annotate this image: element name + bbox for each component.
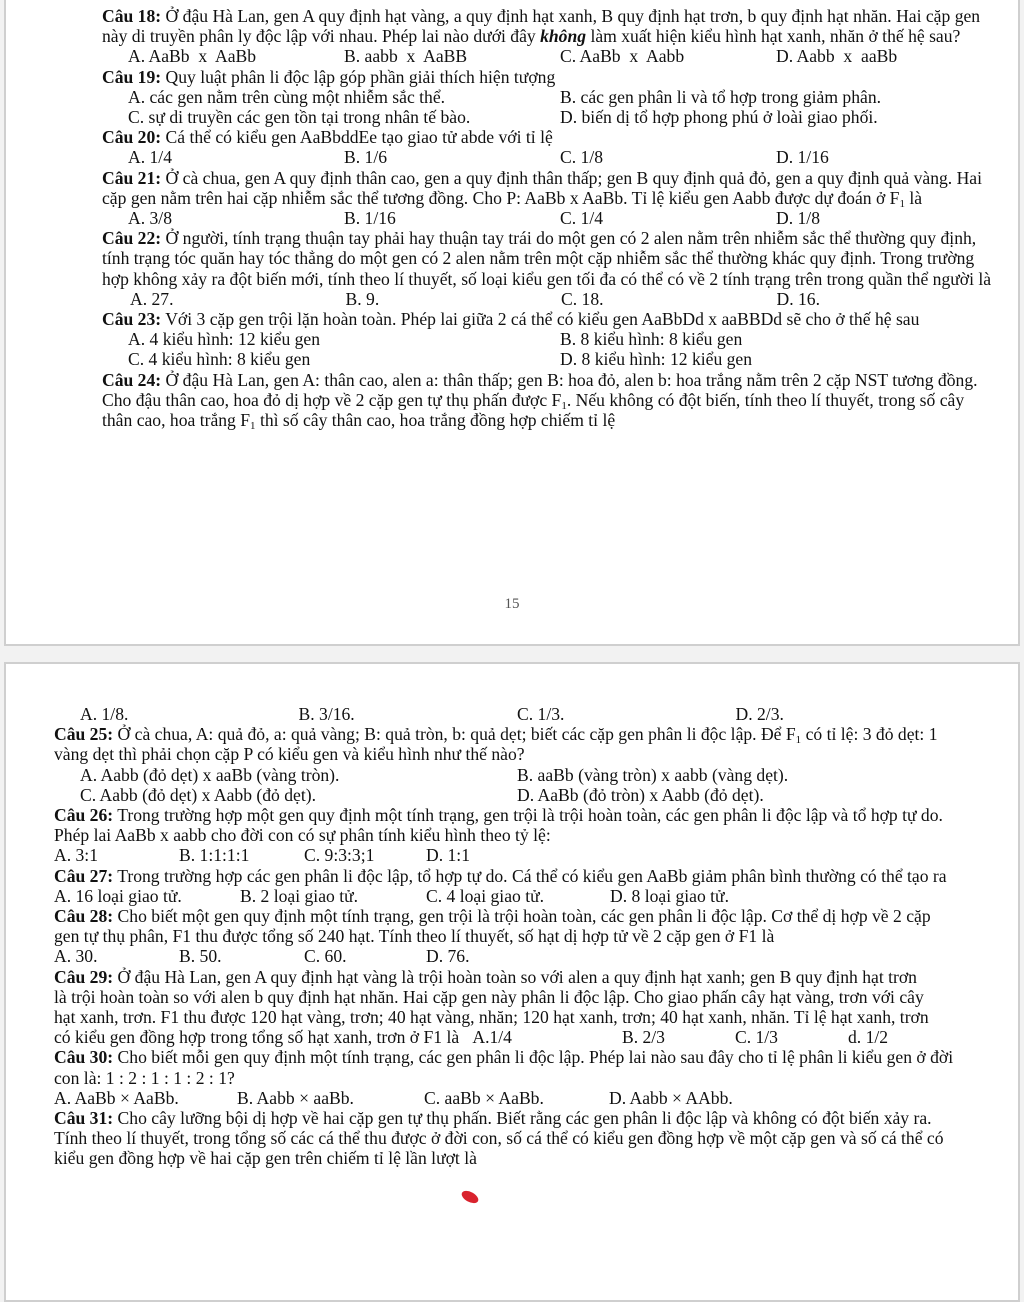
question-30: Câu 30: Cho biết mỗi gen quy định một tính trạng, các gen phân li độc lập. Phép lai nào sau đây cho tỉ lệ phân li kiểu gen ở đời con là: 1 : 2 : 1 : 1 : 2 : 1? bbox=[54, 1047, 954, 1088]
document-page-15 bbox=[4, 0, 1020, 646]
option-a: A. 3/8 bbox=[128, 208, 172, 229]
option-c: C. Aabb (đỏ dẹt) x Aabb (đỏ dẹt). bbox=[80, 784, 317, 805]
option-c: C. 60. bbox=[304, 946, 347, 967]
page-content bbox=[102, 6, 992, 433]
options-19-row1 bbox=[102, 87, 992, 107]
option-c: C. 4 loại giao tử. bbox=[426, 885, 545, 906]
options-22 bbox=[102, 289, 992, 309]
option-b: B. 1:1:1:1 bbox=[179, 845, 250, 866]
question-21: Câu 21: Ở cà chua, gen A quy định thân cao, gen a quy định thân thấp; gen B quy định quả đỏ, gen a quy định quả vàng. Hai cặp gen nằm trên hai cặp nhiễm sắc thể tương đồng. Cho P: AaBb x AaBb. Tỉ lệ kiểu gen Aabb được dự đoán ở $F_1$ là bbox=[102, 167, 983, 210]
option-c: C. 1/8 bbox=[560, 147, 604, 168]
option-d: D. 1/16 bbox=[776, 147, 829, 168]
question-28: Câu 28: Cho biết một gen quy định một tính trạng, gen trội là trội hoàn toàn, các gen phân li độc lập. Cơ thể dị hợp về 2 cặp gen tự thụ phân, F1 thu được tổng số 240 hạt. Tính theo lí thuyết, số hạt dị hợp tử về 2 cặp gen ở F1 là bbox=[54, 906, 931, 947]
options-26 bbox=[54, 845, 954, 865]
page-content bbox=[54, 704, 954, 1169]
option-c: C. 9:3:3;1 bbox=[304, 845, 375, 866]
option-a: A. 16 loại giao tử. bbox=[54, 885, 182, 906]
options-30 bbox=[54, 1088, 954, 1108]
option-c: C. 18. bbox=[561, 288, 604, 309]
option-b: B. 8 kiểu hình: 8 kiểu gen bbox=[560, 329, 743, 350]
option-c: C. 1/3. bbox=[517, 704, 565, 724]
option-b: B. 2/3 bbox=[621, 1027, 665, 1048]
options-25-row1 bbox=[54, 765, 954, 785]
option-d: D. Aabb × AAbb. bbox=[609, 1087, 733, 1108]
question-22: Câu 22: Ở người, tính trạng thuận tay phải hay thuận tay trái do một gen có 2 alen nằm trên nhiễm sắc thể thường quy định, tính trạng tóc quăn hay tóc thẳng do một gen có 2 alen nằm trên một cặp nhiễm sắc thể thường khác quy định. Trong trường hợp không xảy ra đột biến mới, tính theo lí thuyết, số loại kiểu gen tối đa có thể có về 2 tính trạng trên trong quần thể người là bbox=[102, 228, 992, 289]
option-d: D. 1:1 bbox=[426, 845, 470, 866]
option-a: A. Aabb (đỏ dẹt) x aaBb (vàng tròn). bbox=[80, 764, 340, 785]
option-d: D. 8 kiểu hình: 12 kiểu gen bbox=[560, 349, 753, 370]
option-a: A. các gen nằm trên cùng một nhiễm sắc thể. bbox=[128, 86, 446, 107]
option-d: D. AaBb (đỏ tròn) x Aabb (đỏ dẹt). bbox=[517, 784, 764, 805]
option-a: A. 3:1 bbox=[54, 845, 98, 866]
option-d: d. 1/2 bbox=[847, 1027, 889, 1048]
options-24 bbox=[54, 704, 954, 724]
options-21 bbox=[102, 208, 992, 228]
option-a: A. 4 kiểu hình: 12 kiểu gen bbox=[128, 329, 321, 350]
pen-marker-stroke bbox=[460, 1190, 480, 1204]
question-29: Câu 29: Ở đậu Hà Lan, gen A quy định hạt vàng là trội hoàn toàn so với alen a quy định hạt xanh; gen B quy định hạt trơn là trội hoàn toàn so với alen b quy định hạt nhăn. Hai cặp gen này phân li độc lập. Cho giao phấn cây hạt vàng, trơn với cây hạt xanh, trơn. F1 thu được 120 hạt vàng, trơn; 40 hạt vàng, nhăn; 120 hạt xanh, trơn; 40 hạt xanh, nhăn. Tỉ lệ hạt xanh, trơn có kiểu gen đồng hợp trong tổng số hạt xanh, trơn ở F1 là A.1/4 B. 2/3 C. 1/3 d. 1/2 bbox=[54, 966, 929, 1048]
question-27: Câu 27: Trong trường hợp các gen phân li độc lập, tổ hợp tự do. Cá thể có kiểu gen AaBb giảm phân bình thường có thể tạo ra bbox=[54, 865, 947, 886]
option-a: A.1/4 bbox=[472, 1027, 512, 1048]
options-20 bbox=[102, 147, 992, 167]
question-23: Câu 23: Với 3 cặp gen trội lặn hoàn toàn. Phép lai giữa 2 cá thể có kiểu gen AaBbDd x aaBBDd sẽ cho ở thế hệ sau bbox=[102, 309, 920, 330]
option-c: C. 1/4 bbox=[560, 208, 604, 229]
question-26: Câu 26: Trong trường hợp một gen quy định một tính trạng, gen trội là trội hoàn toàn, các gen phân li độc lập và tổ hợp tự do. Phép lai AaBb x aabb cho đời con có sự phân tính kiểu hình theo tỷ lệ: bbox=[54, 805, 943, 846]
option-d: D. 8 loại giao tử. bbox=[610, 885, 729, 906]
option-d: D. Aabb x aaBb bbox=[776, 46, 898, 67]
options-18 bbox=[102, 46, 992, 66]
option-c: C. aaBb × AaBb. bbox=[424, 1087, 544, 1108]
page-number: 15 bbox=[504, 596, 520, 612]
options-25-row2 bbox=[54, 785, 954, 805]
option-c: C. sự di truyền các gen tồn tại trong nhân tế bào. bbox=[128, 107, 471, 128]
option-b: B. 1/16 bbox=[344, 208, 396, 229]
option-a: A. 27. bbox=[130, 288, 174, 309]
pen-marker-icon bbox=[460, 1190, 480, 1204]
option-d: D. 76. bbox=[426, 946, 470, 967]
option-d: D. biến dị tổ hợp phong phú ở loài giao phối. bbox=[560, 107, 878, 128]
option-b: B. 3/16. bbox=[298, 704, 355, 724]
option-b: B. 1/6 bbox=[344, 147, 388, 168]
option-d: D. 16. bbox=[776, 288, 820, 309]
question-25: Câu 25: Ở cà chua, A: quả đỏ, a: quả vàng; B: quả tròn, b: quả dẹt; biết các cặp gen phân li độc lập. Để $F_1$ có tỉ lệ: 3 đỏ dẹt: 1 vàng dẹt thì phải chọn cặp P có kiểu gen và kiểu hình như thế nào? bbox=[54, 724, 938, 765]
option-d: D. 2/3. bbox=[735, 704, 784, 724]
question-20: Câu 20: Cá thể có kiểu gen AaBbddEe tạo giao tử abde với tỉ lệ bbox=[102, 127, 553, 148]
options-23-row2 bbox=[102, 349, 992, 369]
options-23-row1 bbox=[102, 329, 992, 349]
option-b: B. aaBb (vàng tròn) x aabb (vàng dẹt). bbox=[517, 764, 789, 785]
option-d: D. 1/8 bbox=[776, 208, 820, 229]
option-b: B. 50. bbox=[179, 946, 222, 967]
option-b: B. aabb x AaBB bbox=[344, 46, 468, 67]
option-c: C. 1/3 bbox=[734, 1027, 778, 1048]
options-28 bbox=[54, 946, 954, 966]
options-27 bbox=[54, 886, 954, 906]
document-page-16 bbox=[4, 662, 1020, 1302]
option-a: A. 1/8. bbox=[80, 704, 129, 724]
option-a: A. AaBb × AaBb. bbox=[54, 1087, 179, 1108]
option-b: B. 2 loại giao tử. bbox=[240, 885, 359, 906]
option-c: C. 4 kiểu hình: 8 kiểu gen bbox=[128, 349, 311, 370]
question-31: Câu 31: Cho cây lưỡng bội dị hợp về hai cặp gen tự thụ phấn. Biết rằng các gen phân li độc lập và không có đột biến xảy ra. Tính theo lí thuyết, trong tổng số các cá thể thu được ở đời con, số cá thể có kiểu gen đồng hợp về một cặp gen và số cá thể có kiểu gen đồng hợp về hai cặp gen trên chiếm tỉ lệ lần lượt là bbox=[54, 1108, 944, 1169]
option-b: B. các gen phân li và tổ hợp trong giảm phân. bbox=[560, 86, 882, 107]
option-b: B. Aabb × aaBb. bbox=[237, 1087, 354, 1108]
option-b: B. 9. bbox=[345, 288, 380, 309]
options-19-row2 bbox=[102, 107, 992, 127]
option-a: A. 1/4 bbox=[128, 147, 172, 168]
option-c: C. AaBb x Aabb bbox=[560, 46, 685, 67]
question-19: Câu 19: Quy luật phân li độc lập góp phần giải thích hiện tượng bbox=[102, 66, 556, 87]
question-18: Câu 18: Ở đậu Hà Lan, gen A quy định hạt vàng, a quy định hạt xanh, B quy định hạt trơn, b quy định hạt nhăn. Hai cặp gen này di truyền phân ly độc lập với nhau. Phép lai nào dưới đây không làm xuất hiện kiểu hình hạt xanh, nhăn ở thế hệ sau? bbox=[102, 6, 981, 47]
option-a: A. 30. bbox=[54, 946, 98, 967]
question-24: Câu 24: Ở đậu Hà Lan, gen A: thân cao, alen a: thân thấp; gen B: hoa đỏ, alen b: hoa trắng nằm trên 2 cặp NST tương đồng. Cho đậu thân cao, hoa đỏ dị hợp về 2 cặp gen tự thụ phấn được $F_1$. Nếu không có đột biến, tính theo lí thuyết, trong số cây thân cao, hoa trắng $F_1$ thì số cây thân cao, hoa trắng đồng hợp chiếm tỉ lệ bbox=[102, 369, 978, 433]
option-a: A. AaBb x AaBb bbox=[128, 46, 257, 67]
